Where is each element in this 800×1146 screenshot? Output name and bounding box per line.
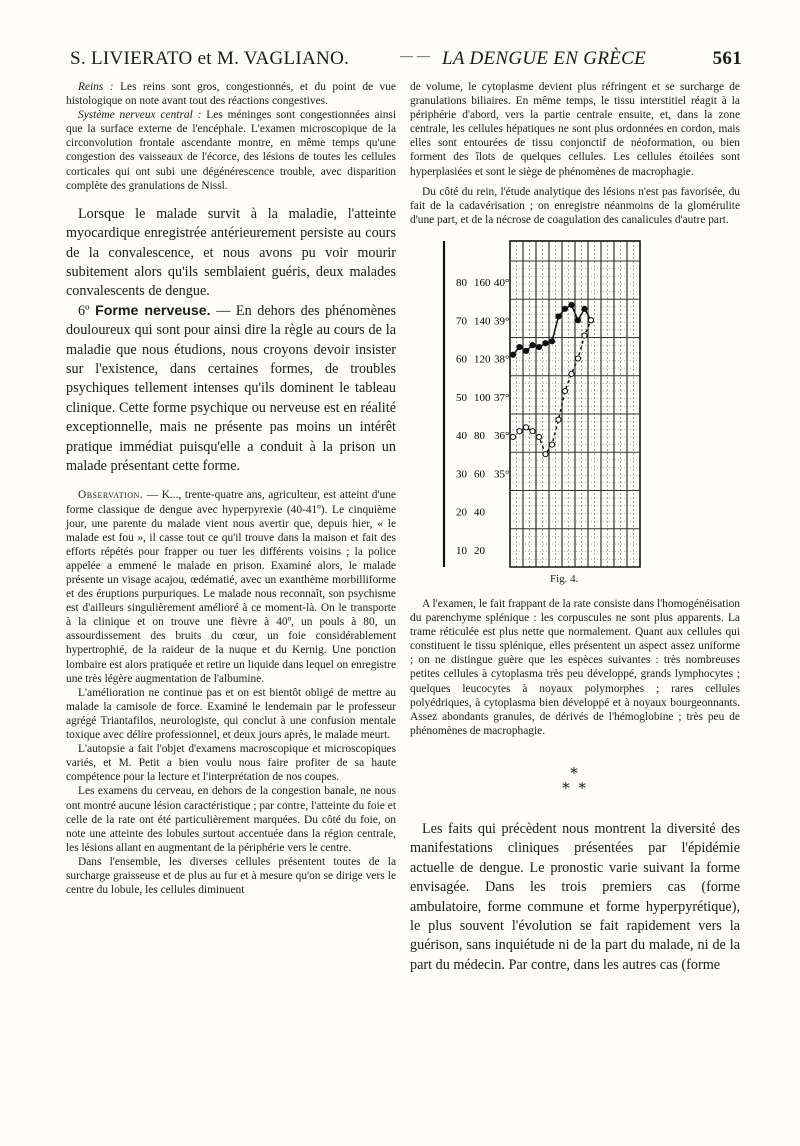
figure-caption: Fig. 4.	[550, 572, 579, 585]
y-tick-respiration: 10	[456, 544, 467, 557]
y-tick-respiration: 40	[456, 429, 467, 442]
forme-text: — En dehors des phénomènes douloureux qui sont pour ainsi dire la règle au cours de la maladie que nous étudions, nous croyons devoir insister sur l'existence, dans certaines formes, de troubles psychiques tellement intenses qu'ils dominent le tableau clinique. Cette forme psychique ou nerveuse est en réalité exceptionnelle, mais ne présente pas moins un intérêt pratique immédiat puisqu'elle a conduit à la prison un malade présentant cette forme.	[66, 302, 397, 475]
paragraph-autopsie: L'autopsie a fait l'objet d'examens macroscopique et microscopiques variés, et M. Petit a bien voulu nous faire profiter de sa haute compétence pour la lecture et l'interprétation de nos coupes.	[66, 743, 396, 784]
series-point-pouls	[517, 429, 522, 434]
series-point-pouls	[549, 442, 554, 447]
series-point-température	[517, 344, 522, 349]
series-point-pouls	[556, 417, 561, 422]
y-tick-pouls: 120	[474, 353, 491, 366]
paragraph-systeme-nerveux	[66, 108, 396, 193]
series-point-pouls	[588, 318, 593, 323]
y-tick-pouls: 80	[474, 429, 485, 442]
series-point-température	[575, 318, 580, 323]
series-point-température	[556, 314, 561, 319]
paragraph-faits: Les faits qui précèdent nous montrent la diversité des manifestations cliniques présentées par l'épidémie actuelle de dengue. Le pronostic varie suivant la forme envisagée. Dans les trois premiers cas (forme ambulatoire, forme commune et forme hyperpyrétique), le plus souvent l'évolution se fait rapidement vers la guérison, sans inquiétude ni de la part du malade, ni de la part du médecin. Par contre, dans les autres cas (forme	[410, 820, 740, 973]
header-authors: S. LIVIERATO et M. VAGLIANO.	[70, 48, 350, 69]
y-tick-pouls: 60	[474, 468, 485, 481]
series-point-pouls	[569, 371, 574, 376]
series-point-température	[536, 344, 541, 349]
y-tick-respiration: 70	[456, 315, 467, 328]
left-column	[66, 80, 396, 897]
y-tick-pouls: 40	[474, 506, 485, 519]
series-point-température	[523, 348, 528, 353]
series-point-pouls	[562, 388, 567, 393]
series-point-pouls	[582, 333, 587, 338]
temperature-chart	[410, 237, 740, 577]
observation-text: — K..., trente-quatre ans, agriculteur, est atteint d'une forme classique de dengue avec hyperpyrexie (40-41º). Le cinquième jour, une parente du malade vient nous avertir que, depuis hier, « le malade est fou », il casse tout ce qu'il trouve dans la maison et fait des efforts répétés pour frapper ou tuer les différents voisins ; la police appelée a emmené le malade en prison. Examiné alors, le malade présente un visage acajou, œdématié, avec un exanthème morbilliforme et des éruptions purpuriques. Le malade nous reconnaît, son psychisme est d'ailleurs singulièrement amélioré à ce moment-là. On le transporte à la clinique et on trouve une fièvre à 40º, un pouls à 80, un assourdissement des bruits du cœur, un foie considérablement hypertrophié, de la raideur de la nuque et du Kernig. Une ponction lombaire est alors pratiquée et retire un liquide dans lequel on enregistre une très légère augmentation de l'albumine.	[66, 489, 396, 685]
series-point-pouls	[523, 425, 528, 430]
y-tick-temperature: 39°	[494, 315, 510, 328]
right-column	[410, 80, 740, 975]
y-tick-temperature: 37°	[494, 391, 510, 404]
forme-number: 6º	[78, 302, 90, 319]
forme-heading: Forme nerveuse.	[95, 302, 211, 319]
paragraph-rate: A l'examen, le fait frappant de la rate consiste dans l'homogénéisation du parenchyme splénique : les corpuscules ne sont plus apparents. La trame réticulée est plus nette que normalement. Quant aux cellules qui constituent le tissu splénique, elles présentent un aspect assez uniforme ; on ne distingue guère que les espèces suivantes : très nombreuses petites cellules à cytoplasma très peu développé, grands lymphocytes ; quelques leucocytes à noyaux polymorphes ; rares cellules polyédriques, à cytoplasma bien développé et à noyaux bourgeonnants. Assez abondants granules, de dérivés de l'hémoglobine ; très peu de phénomènes de macrophagie.	[410, 597, 740, 737]
series-point-température	[530, 342, 535, 347]
paragraph-reins	[66, 80, 396, 108]
series-point-température	[510, 352, 515, 357]
series-point-température	[562, 306, 567, 311]
y-tick-respiration: 50	[456, 391, 467, 404]
section-break	[410, 763, 740, 797]
y-tick-temperature: 40°	[494, 276, 510, 289]
series-point-température	[582, 306, 587, 311]
paragraph-examens: Les examens du cerveau, en dehors de la congestion banale, ne nous ont montré aucune lésion caractéristique ; par contre, l'atteinte du foie et celle de la rate ont été particulièrement marquées. Du côté du foie, on note une atteinte des lobules surtout accentuée dans la région centrale, les lésions allant en augmentant de la périphérie vers le centre.	[66, 785, 396, 854]
y-tick-temperature: 36°	[494, 429, 510, 442]
paragraph-lorsque: Lorsque le malade survit à la maladie, l'atteinte myocardique enregistrée antérieurement persiste au cours de la convalescence, et nous avons pu voir mourir subitement alors qu'ils semblaient guéris, deux malades convalescents de dengue.	[66, 205, 396, 300]
reins-label: Reins :	[78, 81, 114, 93]
series-point-pouls	[530, 429, 535, 434]
y-tick-respiration: 30	[456, 468, 467, 481]
y-tick-respiration: 80	[456, 276, 467, 289]
series-point-pouls	[510, 434, 515, 439]
paragraph-volume: de volume, le cytoplasme devient plus réfringent et se surcharge de granulations biliaires. En même temps, le tissu interstitiel réagit à la périphérie d'abord, vers la partie centrale ensuite, et, dans la zone centrale, les cellules hépatiques ne sont plus ordonnées en cordon, mais elles sont entourées de tissu conjonctif de néoformation, ou bien forment des îlots de quelques cellules. Les cellules étoilées sont hyperplasiées et sont le siège de phénomènes de macrophagie.	[410, 81, 740, 178]
paragraph-ensemble: Dans l'ensemble, les diverses cellules présentent toutes de la surcharge graisseuse et de plus au fur et à mesure qu'on se dirige vers le centre du lobule, les cellules diminuent	[66, 855, 396, 897]
y-tick-pouls: 160	[474, 276, 491, 289]
series-point-température	[549, 339, 554, 344]
y-tick-temperature: 35°	[494, 468, 510, 481]
y-tick-respiration: 60	[456, 353, 467, 366]
series-point-pouls	[536, 434, 541, 439]
observation-label: Observation.	[78, 489, 144, 502]
series-point-température	[569, 302, 574, 307]
header-title: LA DENGUE EN GRÈCE	[442, 48, 647, 69]
y-tick-pouls: 140	[474, 315, 491, 328]
y-tick-pouls: 100	[474, 391, 491, 404]
paragraph-rein: Du côté du rein, l'étude analytique des lésions n'est pas favorisée, du fait de la cadavérisation ; on enregistre néanmoins de la glomérulite d'une part, et de la nécrose de coagulation des canalicules d'autre part.	[410, 185, 740, 226]
y-tick-pouls: 20	[474, 544, 485, 557]
paragraph-forme-nerveuse	[66, 302, 396, 477]
figure-4	[410, 237, 740, 591]
running-head	[70, 48, 742, 74]
paragraph-amelioration: L'amélioration ne continue pas et on est bientôt obligé de mettre au malade la camisole de force. Examiné le lendemain par le professeur agrégé Triantafilos, neurologiste, qui conclut à une confusion mentale toxique avec délire professionnel, et deux jours après, le malade meurt.	[66, 686, 396, 742]
y-tick-temperature: 38°	[494, 353, 510, 366]
star-bottom: * *	[562, 778, 588, 797]
y-tick-respiration: 20	[456, 506, 467, 519]
paragraph-observation	[66, 488, 396, 685]
series-point-température	[543, 341, 548, 346]
series-point-pouls	[543, 452, 548, 457]
series-point-pouls	[575, 356, 580, 361]
page-number: 561	[712, 48, 742, 69]
reins-text: Les reins sont gros, congestionnés, et du point de vue histologique on note avant tout des réactions congestives.	[66, 81, 396, 108]
systeme-label: Système nerveux central :	[78, 109, 202, 122]
star-top: *	[570, 763, 580, 782]
systeme-text: Les méninges sont congestionnées ainsi que la surface externe de l'encéphale. L'examen microscopique de la circonvolution frontale ascendante montre, en même temps qu'une congestion des vaisseaux de l'écorce, des lésions de toutes les cellules corticales qui ont subi une dégénérescence trouble, avec disparition complète des granulations de Nissl.	[66, 109, 396, 192]
header-separator: — —	[400, 48, 431, 63]
